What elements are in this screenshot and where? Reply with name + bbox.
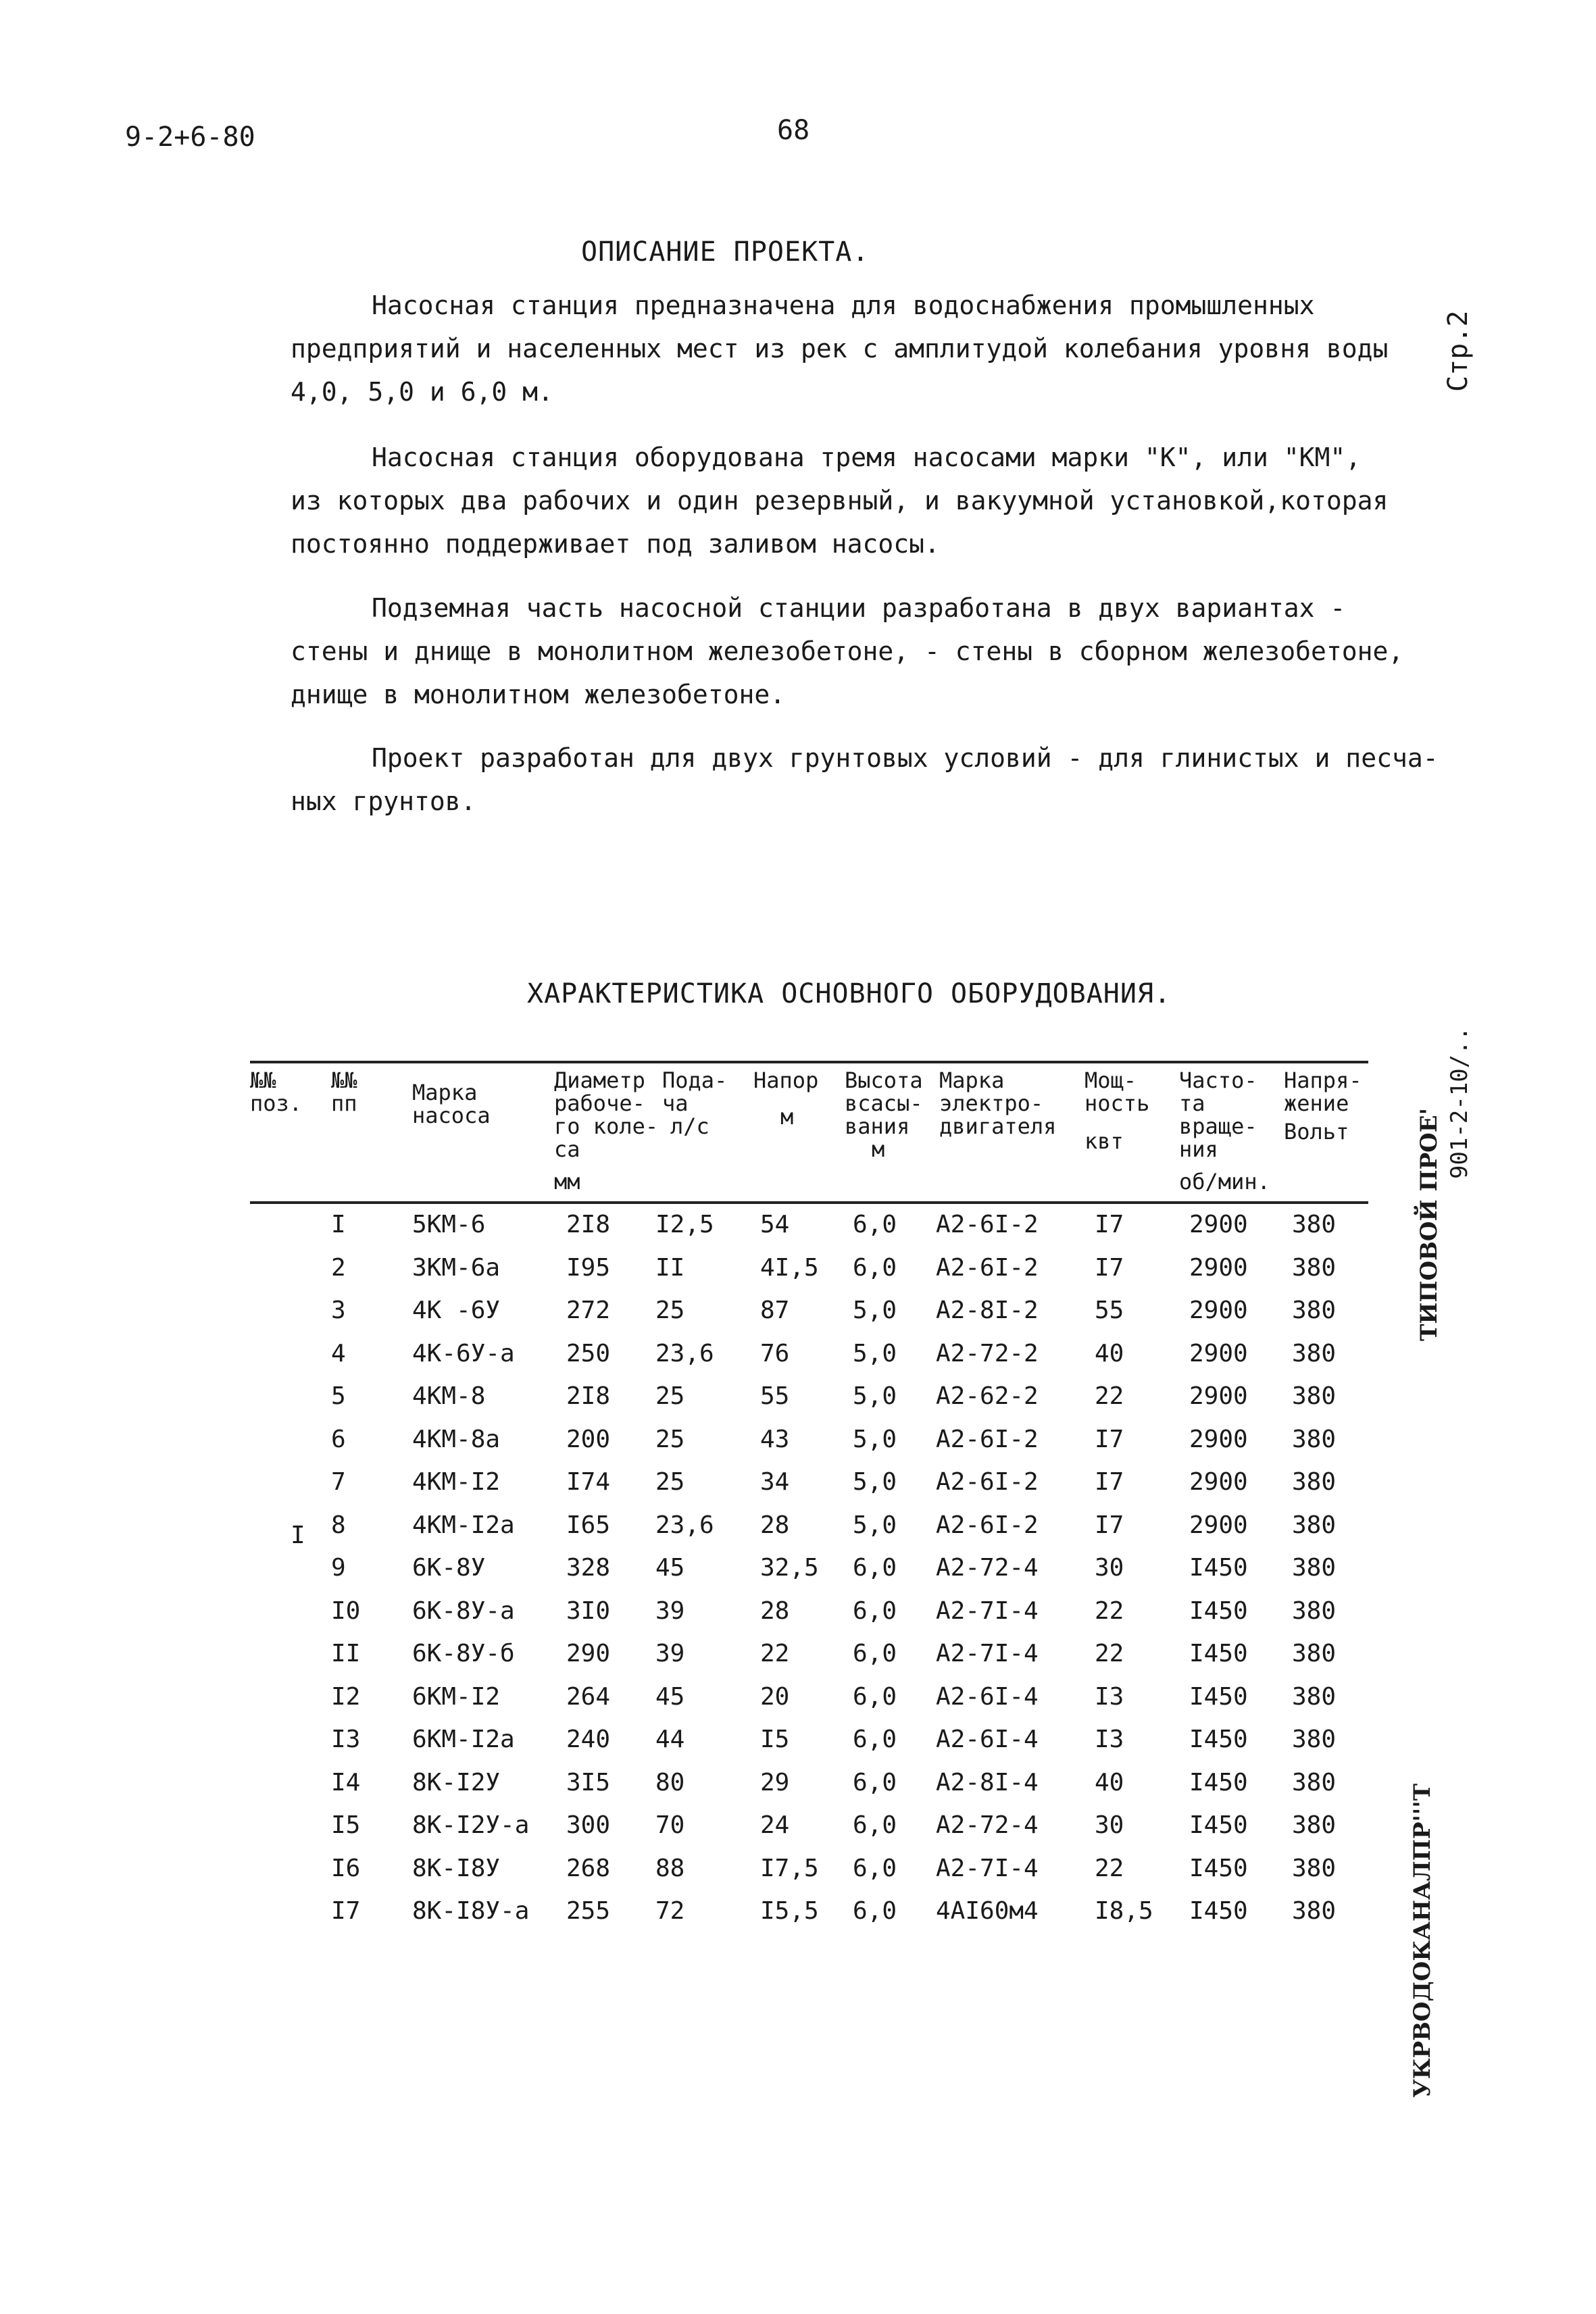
pump-brand: 6К-8У-б (412, 1640, 515, 1667)
header-text: насоса (412, 1103, 491, 1128)
flow-rate: 25 (655, 1468, 685, 1496)
voltage: 380 (1292, 1211, 1337, 1238)
suction-height: 6,0 (853, 1554, 897, 1582)
motor-brand: А2-6I-2 (936, 1253, 1039, 1282)
paragraph-line: Насосная станция предназначена для водоснабжения промышленных (372, 291, 1315, 320)
suction-height: 6,0 (853, 1897, 897, 1925)
rotation-speed: 2900 (1189, 1425, 1248, 1453)
header-unit: мм (554, 1169, 580, 1194)
sheet-label: Стр.2 (1443, 310, 1474, 392)
header-text: ность (1084, 1090, 1150, 1116)
motor-brand: А2-6I-4 (936, 1682, 1039, 1711)
header-suction (845, 1069, 923, 1161)
head: 22 (760, 1640, 790, 1667)
pump-brand: 3КМ-6а (412, 1253, 501, 1282)
suction-height: 6,0 (853, 1596, 897, 1625)
header-text: Часто- (1179, 1067, 1257, 1093)
paragraph-line: Проект разработан для двух грунтовых условий - для глинистых и песча- (372, 743, 1439, 773)
header-unit: м (872, 1136, 885, 1162)
pump-brand: 8К-I8У-а (412, 1897, 530, 1925)
row-number: 2 (331, 1253, 346, 1282)
impeller-diameter: 268 (566, 1854, 611, 1882)
head: I7,5 (760, 1854, 819, 1882)
header-text: Напор (753, 1067, 819, 1093)
pump-brand: 5КМ-6 (412, 1211, 486, 1238)
row-number: I3 (331, 1726, 361, 1753)
flow-rate: 70 (655, 1811, 685, 1839)
row-number: I2 (331, 1682, 361, 1711)
voltage: 380 (1292, 1682, 1337, 1711)
row-number: I (331, 1211, 346, 1238)
header-text: всасы- (845, 1090, 923, 1116)
flow-rate: 45 (655, 1682, 685, 1711)
header-text: Марка (412, 1080, 478, 1105)
header-pump (412, 1081, 491, 1127)
header-text: ния (1179, 1136, 1218, 1162)
description-title: ОПИСАНИЕ ПРОЕКТА. (581, 236, 870, 268)
suction-height: 6,0 (853, 1253, 897, 1282)
voltage: 380 (1292, 1382, 1337, 1410)
impeller-diameter: 255 (566, 1897, 611, 1925)
header-text: Марка (939, 1067, 1005, 1093)
header-text: электро- (939, 1090, 1044, 1116)
impeller-diameter: 328 (566, 1554, 611, 1582)
pump-brand: 4К-6У-а (412, 1339, 515, 1367)
pump-brand: 6КМ-I2а (412, 1726, 515, 1753)
head: I5 (760, 1726, 790, 1753)
paragraph-line: постоянно поддерживает под заливом насосы. (291, 529, 940, 559)
header-text: враще- (1179, 1113, 1257, 1139)
power: I3 (1095, 1726, 1124, 1753)
motor-brand: А2-6I-2 (936, 1425, 1039, 1453)
suction-height: 6,0 (853, 1768, 897, 1796)
voltage: 380 (1292, 1640, 1337, 1667)
paragraph-line: предприятий и населенных мест из рек с амплитудой колебания уровня воды (291, 334, 1389, 363)
paragraph-line: 4,0, 5,0 и 6,0 м. (291, 377, 553, 407)
power: I7 (1095, 1511, 1124, 1539)
suction-height: 6,0 (853, 1640, 897, 1667)
motor-brand: А2-72-2 (936, 1339, 1039, 1367)
impeller-diameter: I74 (566, 1468, 611, 1496)
row-number: 3 (331, 1297, 346, 1324)
header-text: поз. (250, 1090, 303, 1116)
motor-brand: А2-8I-2 (936, 1297, 1039, 1324)
header-text: Мощ- (1084, 1067, 1137, 1093)
flow-rate: 25 (655, 1297, 685, 1324)
table-top-rule (250, 1061, 1368, 1063)
impeller-diameter: 2I8 (566, 1382, 611, 1410)
paragraph-line: Подземная часть насосной станции разработана в двух вариантах - (372, 593, 1346, 623)
motor-brand: А2-6I-2 (936, 1211, 1039, 1238)
voltage: 380 (1292, 1811, 1337, 1839)
header-text: ча (662, 1090, 689, 1116)
flow-rate: II (655, 1253, 685, 1282)
motor-brand: А2-7I-4 (936, 1596, 1039, 1625)
rotation-speed: I450 (1189, 1640, 1248, 1667)
header-text: Высота (845, 1067, 923, 1093)
pump-brand: 4К -6У (412, 1297, 501, 1324)
power: 40 (1095, 1339, 1124, 1367)
header-diameter (554, 1069, 658, 1193)
impeller-diameter: 300 (566, 1811, 611, 1839)
header-unit: м (780, 1104, 794, 1130)
pump-brand: 6К-8У-а (412, 1596, 515, 1625)
row-number: 5 (331, 1382, 346, 1410)
impeller-diameter: 3I5 (566, 1768, 611, 1796)
impeller-diameter: 200 (566, 1425, 611, 1453)
header-power (1084, 1069, 1149, 1153)
paragraph-line: ных грунтов. (291, 786, 476, 816)
power: 22 (1095, 1596, 1124, 1625)
head: 28 (760, 1596, 790, 1625)
pump-brand: 4КМ-8а (412, 1425, 501, 1453)
row-number: 7 (331, 1468, 346, 1496)
motor-brand: А2-72-4 (936, 1811, 1039, 1839)
impeller-diameter: 272 (566, 1297, 611, 1324)
header-unit: л/с (670, 1113, 709, 1139)
power: 40 (1095, 1768, 1124, 1796)
power: I7 (1095, 1211, 1124, 1238)
head: 87 (760, 1297, 790, 1324)
row-number: 6 (331, 1425, 346, 1453)
pump-brand: 6К-8У (412, 1554, 486, 1582)
header-text: рабоче- (554, 1090, 645, 1116)
motor-brand: А2-6I-2 (936, 1468, 1039, 1496)
head: 28 (760, 1511, 790, 1539)
impeller-diameter: I65 (566, 1511, 611, 1539)
rotation-speed: 2900 (1189, 1468, 1248, 1496)
header-unit: об/мин. (1179, 1169, 1270, 1194)
suction-height: 5,0 (853, 1468, 897, 1496)
pump-brand: 4КМ-I2а (412, 1511, 515, 1539)
group-position: I (291, 1521, 305, 1549)
impeller-diameter: 264 (566, 1682, 611, 1711)
row-number: 9 (331, 1554, 346, 1582)
row-number: I7 (331, 1897, 361, 1925)
header-text: та (1179, 1090, 1205, 1116)
head: 32,5 (760, 1554, 819, 1582)
row-number: I5 (331, 1811, 361, 1839)
rotation-speed: 2900 (1189, 1297, 1248, 1324)
voltage: 380 (1292, 1854, 1337, 1882)
impeller-diameter: 240 (566, 1726, 611, 1753)
power: I7 (1095, 1425, 1124, 1453)
power: 30 (1095, 1811, 1124, 1839)
power: 55 (1095, 1297, 1124, 1324)
flow-rate: 88 (655, 1854, 685, 1882)
head: I5,5 (760, 1897, 819, 1925)
voltage: 380 (1292, 1726, 1337, 1753)
pump-brand: 6КМ-I2 (412, 1682, 501, 1711)
flow-rate: I2,5 (655, 1211, 714, 1238)
flow-rate: 80 (655, 1768, 685, 1796)
header-voltage (1284, 1069, 1362, 1143)
head: 20 (760, 1682, 790, 1711)
header-text: №№ (250, 1067, 276, 1093)
impeller-diameter: I95 (566, 1253, 611, 1282)
flow-rate: 72 (655, 1897, 685, 1925)
flow-rate: 44 (655, 1726, 685, 1753)
power: I7 (1095, 1468, 1124, 1496)
paragraph-line: днище в монолитном железобетоне. (291, 680, 786, 709)
suction-height: 6,0 (853, 1726, 897, 1753)
row-number: 4 (331, 1339, 346, 1367)
rotation-speed: I450 (1189, 1854, 1248, 1882)
paragraph-1 (291, 284, 1388, 413)
pump-brand: 4КМ-I2 (412, 1468, 501, 1496)
head: 4I,5 (760, 1253, 819, 1282)
rotation-speed: I450 (1189, 1897, 1248, 1925)
flow-rate: 39 (655, 1640, 685, 1667)
power: I8,5 (1095, 1897, 1153, 1925)
standard-project-stamp: ТИПОВОЙ ПРОЕ' (1416, 1107, 1443, 1341)
voltage: 380 (1292, 1297, 1337, 1324)
head: 24 (760, 1811, 790, 1839)
header-speed (1179, 1069, 1270, 1193)
header-flow (662, 1069, 727, 1138)
header-text: Напря- (1284, 1067, 1362, 1093)
voltage: 380 (1292, 1425, 1337, 1453)
rotation-speed: 2900 (1189, 1211, 1248, 1238)
head: 43 (760, 1425, 790, 1453)
pump-brand: 4КМ-8 (412, 1382, 486, 1410)
header-text: Пода- (662, 1067, 728, 1093)
header-unit: квт (1084, 1128, 1124, 1154)
header-motor (939, 1069, 1056, 1138)
header-text: са (554, 1136, 580, 1162)
rotation-speed: I450 (1189, 1596, 1248, 1625)
suction-height: 6,0 (853, 1811, 897, 1839)
row-number: I4 (331, 1768, 361, 1796)
flow-rate: 25 (655, 1425, 685, 1453)
table-header-rule (250, 1201, 1368, 1204)
suction-height: 5,0 (853, 1511, 897, 1539)
rotation-speed: I450 (1189, 1554, 1248, 1582)
head: 76 (760, 1339, 790, 1367)
motor-brand: А2-72-4 (936, 1554, 1039, 1582)
suction-height: 6,0 (853, 1854, 897, 1882)
power: 22 (1095, 1640, 1124, 1667)
paragraph-line: из которых два рабочих и один резервный, и вакуумной установкой,которая (291, 486, 1389, 515)
header-pos (250, 1069, 302, 1115)
motor-brand: 4АI60м4 (936, 1897, 1039, 1925)
voltage: 380 (1292, 1554, 1337, 1582)
rotation-speed: I450 (1189, 1726, 1248, 1753)
rotation-speed: I450 (1189, 1768, 1248, 1796)
document-code: 9-2+6-80 (125, 122, 255, 153)
page-number: 68 (777, 115, 810, 146)
header-text: жение (1284, 1090, 1349, 1116)
suction-height: 6,0 (853, 1211, 897, 1238)
impeller-diameter: 250 (566, 1339, 611, 1367)
voltage: 380 (1292, 1511, 1337, 1539)
motor-brand: А2-6I-4 (936, 1726, 1039, 1753)
row-number: II (331, 1640, 361, 1667)
motor-brand: А2-8I-4 (936, 1768, 1039, 1796)
header-text: пп (331, 1090, 357, 1116)
header-text: Диаметр (554, 1067, 645, 1093)
motor-brand: А2-62-2 (936, 1382, 1039, 1410)
head: 34 (760, 1468, 790, 1496)
paragraph-line: Насосная станция оборудована тремя насосами марки "К", или "КМ", (372, 443, 1362, 472)
motor-brand: А2-7I-4 (936, 1854, 1039, 1882)
head: 55 (760, 1382, 790, 1410)
impeller-diameter: 2I8 (566, 1211, 611, 1238)
header-head (753, 1069, 818, 1128)
row-number: 8 (331, 1511, 346, 1539)
header-text: двигателя (939, 1113, 1057, 1139)
flow-rate: 45 (655, 1554, 685, 1582)
row-number: I6 (331, 1854, 361, 1882)
pump-brand: 8К-I2У (412, 1768, 501, 1796)
organization-stamp: УКРВОДОКАНАЛПР'''Т (1409, 1784, 1436, 2098)
paragraph-line: стены и днище в монолитном железобетоне, - стены в сборном железобетоне, (291, 636, 1404, 666)
rotation-speed: 2900 (1189, 1339, 1248, 1367)
equipment-title: ХАРАКТЕРИСТИКА ОСНОВНОГО ОБОРУДОВАНИЯ. (527, 978, 1172, 1009)
power: 22 (1095, 1382, 1124, 1410)
paragraph-2 (291, 436, 1388, 565)
flow-rate: 23,6 (655, 1339, 714, 1367)
paragraph-4 (291, 736, 1439, 823)
rotation-speed: 2900 (1189, 1253, 1248, 1282)
head: 54 (760, 1211, 790, 1238)
suction-height: 5,0 (853, 1339, 897, 1367)
project-code-stamp: 901-2-10/.. (1446, 1026, 1473, 1179)
rotation-speed: 2900 (1189, 1511, 1248, 1539)
motor-brand: А2-7I-4 (936, 1640, 1039, 1667)
voltage: 380 (1292, 1596, 1337, 1625)
header-text: №№ (331, 1067, 357, 1093)
power: I3 (1095, 1682, 1124, 1711)
header-pp (331, 1069, 357, 1115)
voltage: 380 (1292, 1768, 1337, 1796)
impeller-diameter: 3I0 (566, 1596, 611, 1625)
power: 30 (1095, 1554, 1124, 1582)
motor-brand: А2-6I-2 (936, 1511, 1039, 1539)
rotation-speed: I450 (1189, 1682, 1248, 1711)
header-text: вания (845, 1113, 910, 1139)
voltage: 380 (1292, 1253, 1337, 1282)
impeller-diameter: 290 (566, 1640, 611, 1667)
row-number: I0 (331, 1596, 361, 1625)
suction-height: 5,0 (853, 1382, 897, 1410)
suction-height: 5,0 (853, 1297, 897, 1324)
power: I7 (1095, 1253, 1124, 1282)
flow-rate: 39 (655, 1596, 685, 1625)
paragraph-3 (291, 586, 1403, 716)
flow-rate: 23,6 (655, 1511, 714, 1539)
rotation-speed: I450 (1189, 1811, 1248, 1839)
header-text: го коле- (554, 1113, 659, 1139)
suction-height: 5,0 (853, 1425, 897, 1453)
power: 22 (1095, 1854, 1124, 1882)
head: 29 (760, 1768, 790, 1796)
suction-height: 6,0 (853, 1682, 897, 1711)
header-unit: Вольт (1284, 1119, 1349, 1145)
voltage: 380 (1292, 1468, 1337, 1496)
voltage: 380 (1292, 1339, 1337, 1367)
voltage: 380 (1292, 1897, 1337, 1925)
pump-brand: 8К-I8У (412, 1854, 501, 1882)
rotation-speed: 2900 (1189, 1382, 1248, 1410)
pump-brand: 8К-I2У-а (412, 1811, 530, 1839)
flow-rate: 25 (655, 1382, 685, 1410)
